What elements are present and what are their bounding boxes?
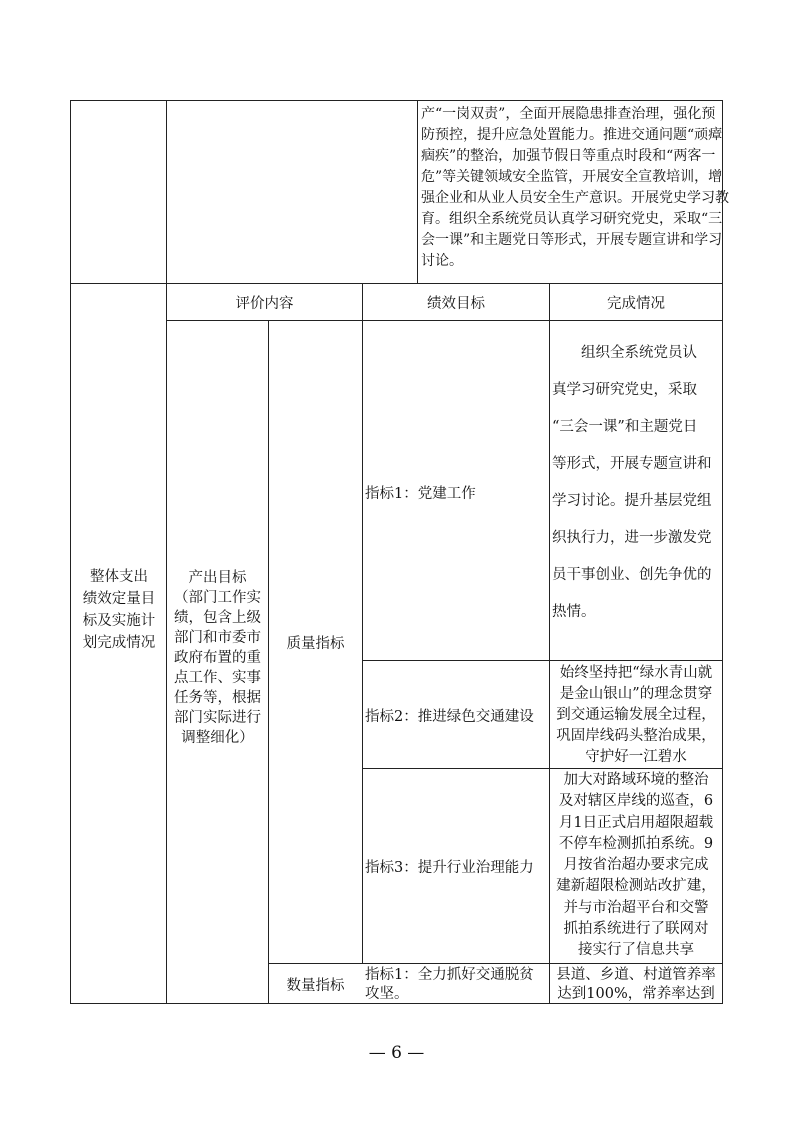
text-line: 达到100%，常养率达到 (557, 986, 715, 1002)
row4-target-text (365, 966, 534, 1004)
text-line: 织执行力，进一步激发党 (552, 530, 712, 546)
text-line: 防预控，提升应急处置能力。推进交通问题“顽瘴 (421, 127, 723, 143)
text-line: 强企业和从业人员安全生产意识。开展党史学习教 (421, 190, 729, 206)
text-line: 产出目标 (188, 570, 247, 586)
output-target-text (166, 568, 269, 748)
row4-status-text (549, 966, 723, 1004)
text-line: 会一课”和主题党日等形式，开展专题宣讲和学习 (421, 232, 723, 248)
text-line: 点工作、实事 (174, 670, 261, 686)
text-line: 始终坚持把“绿水青山就 (559, 665, 713, 681)
text-line: 指标1：全力抓好交通脱贫 (365, 967, 534, 983)
text-line: 真学习研究党史，采取 (552, 382, 697, 398)
text-line: 危”等关键领域安全监管，开展安全宣教培训，增 (421, 169, 723, 185)
text-line: 月按省治超办要求完成 (563, 857, 709, 874)
text-line: “三会一课”和主题党日 (552, 419, 698, 435)
text-line: 痼疾”的整治，加强节假日等重点时段和“两客一 (421, 148, 716, 164)
row3-target-text: 指标3：提升行业治理能力 (365, 860, 534, 876)
row1-status-text (552, 335, 712, 631)
text-line: 育。组织全系统党员认真学习研究党史，采取“三 (421, 211, 723, 227)
header-target-label: 绩效目标 (427, 296, 485, 312)
quantity-label: 数量指标 (286, 978, 345, 994)
text-line: 及对辖区岸线的巡查，6 (558, 793, 714, 810)
text-line: 守护好一江碧水 (585, 749, 687, 765)
text-line: 部门实际进行 (174, 710, 261, 726)
text-line: 部门和市委市 (174, 630, 261, 646)
header-status-label: 完成情况 (607, 296, 665, 312)
text-line: 政府布置的重 (174, 650, 261, 666)
text-line: 绩效定量目 (82, 591, 156, 607)
row2-status-text (549, 663, 723, 768)
text-line: 等形式，开展专题宣讲和 (552, 456, 712, 472)
text-line: 并与市治超平台和交警 (563, 899, 709, 916)
row1-target-text: 指标1：党建工作 (365, 486, 476, 502)
text-line: 抓拍系统进行了联网对 (563, 921, 709, 938)
text-line: 调整细化） (181, 730, 254, 746)
header-content-label: 评价内容 (235, 296, 294, 312)
page-number: — 6 — (368, 1043, 425, 1063)
text-line: 整体支出 (90, 569, 148, 585)
text-line: 标及实施计 (82, 613, 156, 629)
text-line: 攻坚。 (365, 986, 409, 1002)
text-line: 热情。 (552, 604, 596, 620)
text-line: 不停车检测抓拍系统。9 (558, 835, 714, 852)
text-line: 讨论。 (421, 253, 463, 269)
section-label (72, 566, 166, 654)
text-line: 员干事创业、创先争优的 (552, 567, 712, 583)
top-row-mid-cell (166, 100, 418, 284)
text-line: 产“一岗双责”，全面开展隐患排查治理，强化预 (421, 106, 716, 122)
text-line: 建新超限检测站改扩建， (556, 878, 716, 895)
text-line: 县道、乡道、村道管养率 (556, 967, 716, 983)
text-line: 巩固岸线码头整治成果， (556, 728, 716, 744)
text-line: 绩，包含上级 (174, 610, 261, 626)
text-line: 学习讨论。提升基层党组 (552, 493, 712, 509)
quality-label: 质量指标 (286, 636, 345, 652)
text-line: 划完成情况 (82, 635, 156, 651)
text-line: 组织全系统党员认 (552, 345, 697, 361)
text-line: 加大对路域环境的整治 (563, 772, 709, 788)
row3-status-text (549, 770, 723, 962)
row2-target-text: 指标2：推进绿色交通建设 (365, 709, 534, 725)
text-line: （部门工作实 (174, 590, 261, 606)
top-cell-text (421, 104, 729, 272)
text-line: 到交通运输发展全过程， (556, 707, 716, 723)
text-line: 月1日正式启用超限超载 (558, 814, 714, 831)
text-line: 是金山银山”的理念贯穿 (559, 686, 713, 702)
text-line: 接实行了信息共享 (578, 942, 694, 959)
text-line: 任务等，根据 (174, 690, 261, 706)
